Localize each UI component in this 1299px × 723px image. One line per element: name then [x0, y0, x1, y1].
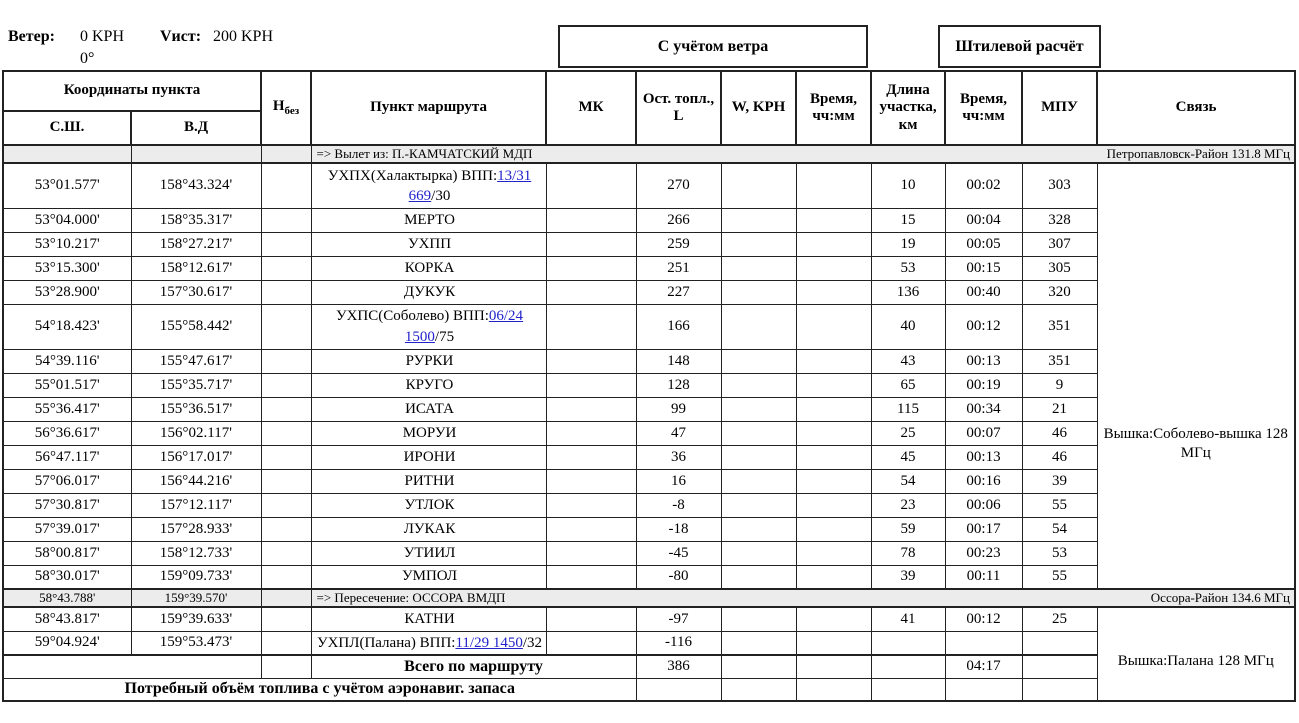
header-time-calm: Время, чч:мм	[945, 71, 1022, 145]
dist-cell: 115	[871, 397, 945, 421]
point-cell: КОРКА	[311, 256, 546, 280]
point-text: УХПС(Соболево) ВПП:	[335, 308, 489, 325]
w-cell	[721, 397, 796, 421]
dist-cell: 136	[871, 280, 945, 304]
mpu-cell: 39	[1022, 469, 1097, 493]
dist-cell: 10	[871, 163, 945, 208]
point-cell: КРУГО	[311, 373, 546, 397]
dist-cell: 25	[871, 421, 945, 445]
time-calm-cell: 00:12	[945, 304, 1022, 349]
route-table	[2, 70, 1296, 702]
lat-cell: 53°04.000'	[3, 208, 131, 232]
lat-cell: 54°39.116'	[3, 349, 131, 373]
dist-cell: 43	[871, 349, 945, 373]
point-suffix: /30	[431, 187, 451, 204]
lat-cell	[3, 145, 131, 163]
w-cell	[721, 565, 796, 589]
lon-cell: 159°39.633'	[131, 607, 261, 631]
group-header-calm-calc: Штилевой расчёт	[938, 25, 1101, 68]
lon-cell: 158°43.324'	[131, 163, 261, 208]
time-calm-cell: 00:17	[945, 517, 1022, 541]
time-calm-cell: 00:13	[945, 349, 1022, 373]
time-wind-cell	[796, 493, 871, 517]
time-wind-cell	[796, 256, 871, 280]
w-cell	[721, 655, 796, 678]
w-cell	[721, 232, 796, 256]
mk-cell	[546, 280, 636, 304]
mpu-cell: 320	[1022, 280, 1097, 304]
mk-cell	[546, 349, 636, 373]
crossing-freq: Оссора-Район 134.6 МГц	[1150, 590, 1291, 605]
dist-cell: 39	[871, 565, 945, 589]
w-cell	[721, 469, 796, 493]
fuel-requirement-label: Потребный объём топлива с учётом аэронавиг. запаса	[3, 678, 636, 701]
time-calm-cell: 00:40	[945, 280, 1022, 304]
totals-label: Всего по маршруту	[311, 655, 636, 678]
header-fuel-remaining: Ост. топл., L	[636, 71, 721, 145]
time-wind-cell	[796, 397, 871, 421]
nbez-cell	[261, 349, 311, 373]
mk-cell	[546, 421, 636, 445]
time-wind-cell	[796, 631, 871, 655]
crossing-text: => Пересечение: ОССОРА ВМДП	[316, 590, 506, 605]
mpu-cell: 303	[1022, 163, 1097, 208]
lat-cell: 53°28.900'	[3, 280, 131, 304]
time-wind-cell	[796, 304, 871, 349]
section-banner	[311, 145, 1295, 163]
lon-cell: 155°36.517'	[131, 397, 261, 421]
lat-cell: 58°00.817'	[3, 541, 131, 565]
nbez-cell	[261, 607, 311, 631]
mpu-cell: 21	[1022, 397, 1097, 421]
point-cell: УТЛОК	[311, 493, 546, 517]
w-cell	[721, 493, 796, 517]
fuel-cell: 259	[636, 232, 721, 256]
mpu-cell	[1022, 631, 1097, 655]
lat-cell: 56°47.117'	[3, 445, 131, 469]
w-cell	[721, 256, 796, 280]
header-segment-length: Длина участка, км	[871, 71, 945, 145]
lon-cell: 157°30.617'	[131, 280, 261, 304]
nbez-cell	[261, 397, 311, 421]
nbez-cell	[261, 163, 311, 208]
time-calm-cell	[945, 631, 1022, 655]
runway-link[interactable]: 06/24 1500	[404, 308, 524, 345]
mpu-cell: 9	[1022, 373, 1097, 397]
nbez-cell	[261, 373, 311, 397]
point-cell: ЛУКАК	[311, 517, 546, 541]
time-wind-cell	[796, 607, 871, 631]
point-cell: МЕРТО	[311, 208, 546, 232]
time-calm-cell: 00:12	[945, 607, 1022, 631]
w-cell	[721, 631, 796, 655]
lon-cell: 159°39.570'	[131, 589, 261, 607]
mk-cell	[546, 565, 636, 589]
header-w-kph: W, KPH	[721, 71, 796, 145]
comm-text: Вышка:Соболево-вышка 128 МГц	[1103, 425, 1288, 461]
fuel-cell: -80	[636, 565, 721, 589]
nbez-cell	[261, 469, 311, 493]
empty-coords-cell	[3, 655, 261, 678]
fuel-cell: 16	[636, 469, 721, 493]
dist-cell: 59	[871, 517, 945, 541]
nbez-cell	[261, 280, 311, 304]
point-suffix: /75	[434, 328, 455, 345]
nbez-cell	[261, 256, 311, 280]
mpu-cell: 46	[1022, 445, 1097, 469]
time-wind-cell	[796, 655, 871, 678]
time-wind-cell	[796, 678, 871, 701]
time-wind-cell	[796, 421, 871, 445]
nbez-cell	[261, 589, 311, 607]
lon-cell: 155°58.442'	[131, 304, 261, 349]
mpu-cell	[1022, 655, 1097, 678]
time-calm-cell: 00:04	[945, 208, 1022, 232]
time-wind-cell	[796, 541, 871, 565]
point-cell	[311, 163, 546, 208]
nbez-cell	[261, 565, 311, 589]
table-row	[3, 163, 1295, 208]
lon-cell	[131, 145, 261, 163]
nbez-cell	[261, 517, 311, 541]
nbez-base: Н	[272, 98, 285, 115]
mpu-cell: 328	[1022, 208, 1097, 232]
time-wind-cell	[796, 163, 871, 208]
wind-direction-value: 0°	[80, 50, 95, 67]
w-cell	[721, 163, 796, 208]
runway-link[interactable]: 11/29 1450	[455, 634, 523, 651]
dist-cell	[871, 631, 945, 655]
lon-cell: 158°12.733'	[131, 541, 261, 565]
fuel-cell	[636, 678, 721, 701]
time-calm-cell: 00:05	[945, 232, 1022, 256]
lon-cell: 159°09.733'	[131, 565, 261, 589]
mk-cell	[546, 541, 636, 565]
runway-link[interactable]: 13/31 669	[408, 167, 532, 204]
point-cell: УТИИЛ	[311, 541, 546, 565]
point-text: УХПХ(Халактырка) ВПП:	[327, 167, 498, 184]
header-time-wind: Время, чч:мм	[796, 71, 871, 145]
section-row-departure	[3, 145, 1295, 163]
lat-cell: 55°01.517'	[3, 373, 131, 397]
lon-cell: 159°53.473'	[131, 631, 261, 655]
fuel-cell: -8	[636, 493, 721, 517]
lat-cell: 54°18.423'	[3, 304, 131, 349]
mk-cell	[546, 517, 636, 541]
wind-label: Ветер:	[8, 28, 55, 45]
lat-cell: 55°36.417'	[3, 397, 131, 421]
lat-cell: 58°43.817'	[3, 607, 131, 631]
mpu-cell: 54	[1022, 517, 1097, 541]
header-comm: Связь	[1097, 71, 1295, 145]
w-cell	[721, 349, 796, 373]
header-longitude: В.Д	[131, 111, 261, 145]
fuel-cell: 36	[636, 445, 721, 469]
dist-cell: 19	[871, 232, 945, 256]
fuel-cell: 227	[636, 280, 721, 304]
table-row	[3, 607, 1295, 631]
lon-cell: 158°12.617'	[131, 256, 261, 280]
fuel-cell: -45	[636, 541, 721, 565]
time-calm-cell: 00:06	[945, 493, 1022, 517]
time-wind-cell	[796, 208, 871, 232]
time-calm-cell: 00:23	[945, 541, 1022, 565]
fuel-cell: 148	[636, 349, 721, 373]
mk-cell	[546, 469, 636, 493]
lat-cell: 56°36.617'	[3, 421, 131, 445]
time-wind-cell	[796, 565, 871, 589]
point-cell: КАТНИ	[311, 607, 546, 631]
header-coordinates: Координаты пункта	[3, 71, 261, 111]
mpu-cell: 305	[1022, 256, 1097, 280]
lon-cell: 155°47.617'	[131, 349, 261, 373]
nbez-cell	[261, 304, 311, 349]
time-calm-cell: 00:07	[945, 421, 1022, 445]
true-speed-value: 200 KPH	[213, 28, 274, 45]
fuel-cell: 47	[636, 421, 721, 445]
lon-cell: 156°02.117'	[131, 421, 261, 445]
point-cell: ДУКУК	[311, 280, 546, 304]
time-calm-cell: 00:13	[945, 445, 1022, 469]
departure-freq: Петропавловск-Район 131.8 МГц	[1106, 146, 1291, 161]
mk-cell	[546, 232, 636, 256]
mpu-cell: 53	[1022, 541, 1097, 565]
mpu-cell: 307	[1022, 232, 1097, 256]
lon-cell: 157°28.933'	[131, 517, 261, 541]
time-wind-cell	[796, 517, 871, 541]
lon-cell: 155°35.717'	[131, 373, 261, 397]
lon-cell: 158°27.217'	[131, 232, 261, 256]
w-cell	[721, 280, 796, 304]
time-calm-cell: 00:11	[945, 565, 1022, 589]
mpu-cell: 351	[1022, 304, 1097, 349]
point-cell: ИСАТА	[311, 397, 546, 421]
nbez-cell	[261, 631, 311, 655]
group-header-with-wind: С учётом ветра	[558, 25, 868, 68]
mk-cell	[546, 631, 636, 655]
fuel-cell: -116	[636, 631, 721, 655]
dist-cell: 23	[871, 493, 945, 517]
comm-text: Вышка:Палана 128 МГц	[1117, 653, 1274, 670]
comm-cell-palana	[1097, 607, 1295, 701]
fuel-cell: 270	[636, 163, 721, 208]
section-banner	[311, 589, 1295, 607]
lat-cell: 53°10.217'	[3, 232, 131, 256]
lon-cell: 156°17.017'	[131, 445, 261, 469]
dist-cell: 53	[871, 256, 945, 280]
lat-cell: 53°01.577'	[3, 163, 131, 208]
point-cell: МОРУИ	[311, 421, 546, 445]
mpu-cell: 55	[1022, 565, 1097, 589]
time-wind-cell	[796, 232, 871, 256]
time-calm-cell: 00:16	[945, 469, 1022, 493]
nbez-cell	[261, 493, 311, 517]
fuel-cell: 251	[636, 256, 721, 280]
point-cell: ИРОНИ	[311, 445, 546, 469]
time-calm-cell: 00:34	[945, 397, 1022, 421]
fuel-total-cell: 386	[636, 655, 721, 678]
mk-cell	[546, 163, 636, 208]
fuel-cell: -97	[636, 607, 721, 631]
time-wind-cell	[796, 445, 871, 469]
nbez-cell	[261, 541, 311, 565]
w-cell	[721, 517, 796, 541]
time-wind-cell	[796, 349, 871, 373]
mk-cell	[546, 397, 636, 421]
time-calm-cell: 00:02	[945, 163, 1022, 208]
w-cell	[721, 304, 796, 349]
time-calm-cell: 00:15	[945, 256, 1022, 280]
dist-cell: 54	[871, 469, 945, 493]
time-wind-cell	[796, 469, 871, 493]
fuel-cell: 266	[636, 208, 721, 232]
lat-cell: 58°30.017'	[3, 565, 131, 589]
mpu-cell: 55	[1022, 493, 1097, 517]
header-latitude: С.Ш.	[3, 111, 131, 145]
time-wind-cell	[796, 373, 871, 397]
lat-cell: 57°39.017'	[3, 517, 131, 541]
w-cell	[721, 678, 796, 701]
dist-cell: 40	[871, 304, 945, 349]
header-route-point: Пункт маршрута	[311, 71, 546, 145]
point-cell: РИТНИ	[311, 469, 546, 493]
w-cell	[721, 607, 796, 631]
dist-cell	[871, 678, 945, 701]
mk-cell	[546, 256, 636, 280]
mk-cell	[546, 445, 636, 469]
wind-value: 0 KPH	[80, 28, 125, 45]
true-speed-label: Vист:	[160, 28, 202, 45]
time-calm-cell	[945, 678, 1022, 701]
w-cell	[721, 421, 796, 445]
dist-cell: 15	[871, 208, 945, 232]
nbez-cell	[261, 208, 311, 232]
header-mpu: МПУ	[1022, 71, 1097, 145]
nbez-cell	[261, 145, 311, 163]
mk-cell	[546, 607, 636, 631]
w-cell	[721, 445, 796, 469]
lon-cell: 157°12.117'	[131, 493, 261, 517]
nbez-cell	[261, 232, 311, 256]
comm-cell-sobolevo	[1097, 163, 1295, 589]
lat-cell: 58°43.788'	[3, 589, 131, 607]
dist-cell: 41	[871, 607, 945, 631]
fuel-cell: 128	[636, 373, 721, 397]
lat-cell: 53°15.300'	[3, 256, 131, 280]
w-cell	[721, 373, 796, 397]
mk-cell	[546, 373, 636, 397]
nbez-subscript: без	[284, 105, 300, 118]
dist-cell: 45	[871, 445, 945, 469]
point-text: УХПЛ(Палана) ВПП:	[316, 634, 456, 651]
time-calm-cell: 00:19	[945, 373, 1022, 397]
dist-cell: 78	[871, 541, 945, 565]
lat-cell: 57°06.017'	[3, 469, 131, 493]
w-cell	[721, 541, 796, 565]
mpu-cell: 351	[1022, 349, 1097, 373]
fuel-cell: -18	[636, 517, 721, 541]
fuel-cell: 166	[636, 304, 721, 349]
nbez-cell	[261, 421, 311, 445]
dist-cell: 65	[871, 373, 945, 397]
time-total-cell: 04:17	[945, 655, 1022, 678]
header-mk: МК	[546, 71, 636, 145]
mpu-cell: 46	[1022, 421, 1097, 445]
lat-cell: 59°04.924'	[3, 631, 131, 655]
lon-cell: 158°35.317'	[131, 208, 261, 232]
mpu-cell: 25	[1022, 607, 1097, 631]
mk-cell	[546, 304, 636, 349]
time-wind-cell	[796, 280, 871, 304]
nbez-cell	[261, 655, 311, 678]
point-cell: РУРКИ	[311, 349, 546, 373]
nbez-cell	[261, 445, 311, 469]
fuel-cell: 99	[636, 397, 721, 421]
mk-cell	[546, 493, 636, 517]
point-cell	[311, 304, 546, 349]
point-cell	[311, 631, 546, 655]
mpu-cell	[1022, 678, 1097, 701]
departure-text: => Вылет из: П.-КАМЧАТСКИЙ МДП	[316, 146, 533, 161]
mk-cell	[546, 208, 636, 232]
lon-cell: 156°44.216'	[131, 469, 261, 493]
point-cell: УМПОЛ	[311, 565, 546, 589]
header-safe-altitude	[261, 71, 311, 145]
point-cell: УХПП	[311, 232, 546, 256]
lat-cell: 57°30.817'	[3, 493, 131, 517]
dist-cell	[871, 655, 945, 678]
section-row-crossing	[3, 589, 1295, 607]
w-cell	[721, 208, 796, 232]
point-suffix: /32	[522, 634, 543, 651]
